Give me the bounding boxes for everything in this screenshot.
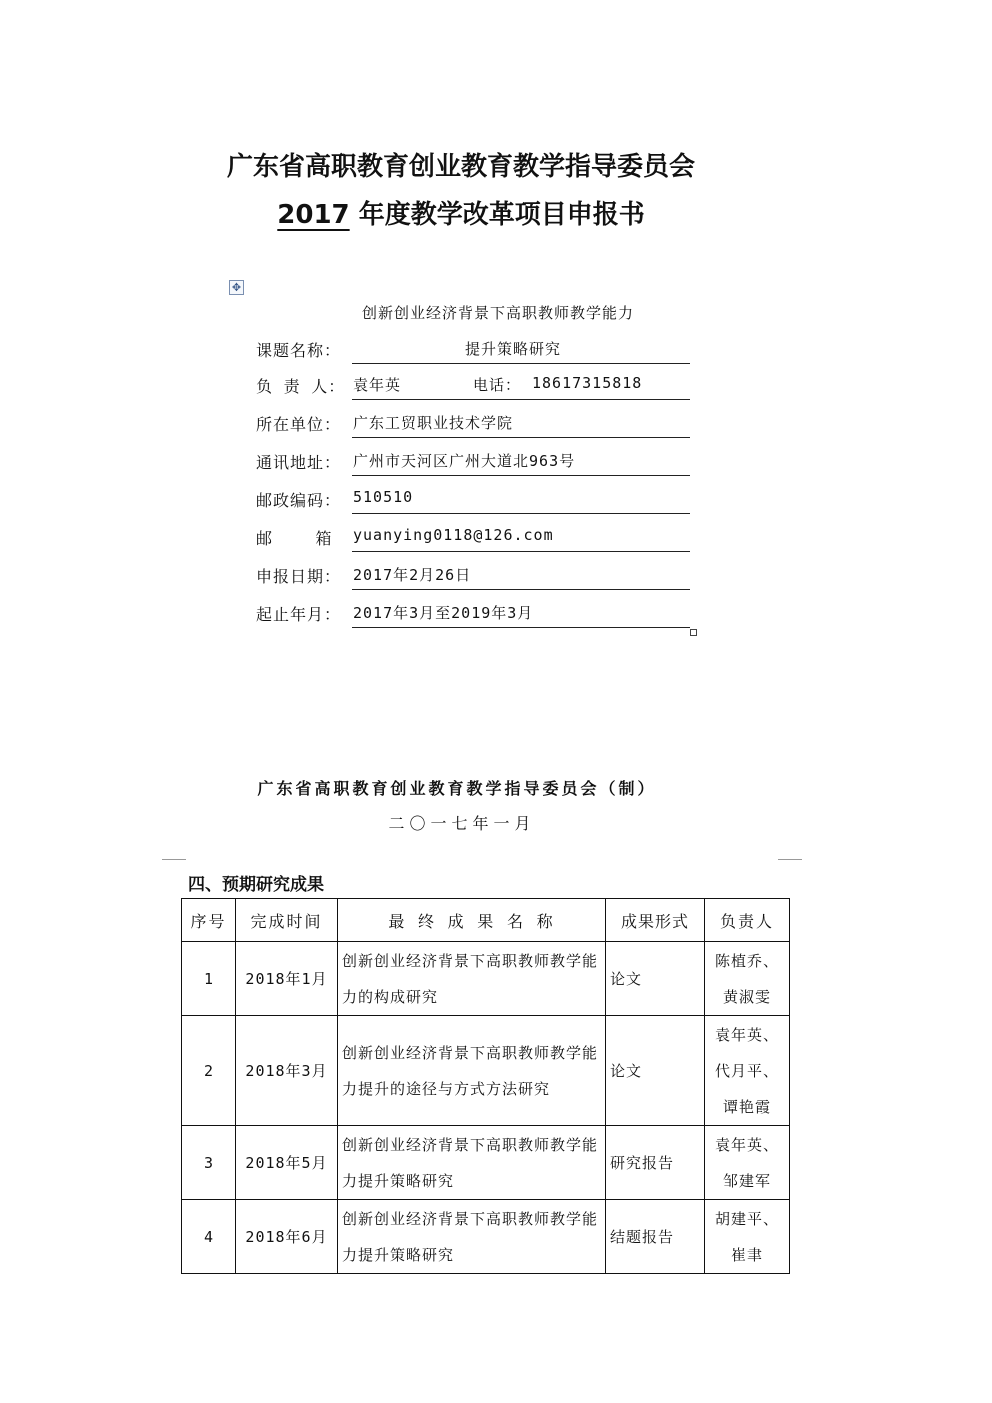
unit-label: 所在单位：: [256, 415, 342, 434]
apply-date-underline: [352, 589, 690, 590]
row-num: 3: [182, 1126, 236, 1200]
cover-title-line2: [0, 194, 922, 231]
topic-field: [256, 300, 692, 366]
apply-date-value: 2017年2月26日: [353, 566, 472, 584]
row-name: 创新创业经济背景下高职教师教学能力的构成研究: [338, 942, 606, 1016]
email-label: 邮 箱: [256, 529, 333, 548]
leader-field: [256, 372, 692, 402]
row-num: 4: [182, 1200, 236, 1274]
owner-name: 陈植乔、: [714, 951, 779, 970]
unit-field: [256, 410, 692, 440]
row-owner: [705, 942, 790, 1016]
header-form: 成果形式: [606, 899, 705, 942]
row-num: 1: [182, 942, 236, 1016]
row-time: 2018年1月: [236, 942, 338, 1016]
owner-name: 谭艳霞: [722, 1097, 771, 1116]
row-name: 创新创业经济背景下高职教师教学能力提升策略研究: [338, 1126, 606, 1200]
postcode-field: [256, 486, 692, 516]
results-table: [181, 898, 790, 1274]
owner-name: 邹建军: [722, 1171, 771, 1190]
postcode-value: 510510: [353, 488, 414, 506]
owner-name: 袁年英、: [714, 1025, 779, 1044]
margin-mark-right: [778, 859, 802, 860]
apply-date-field: [256, 562, 692, 592]
phone-value: 18617315818: [532, 374, 643, 392]
table-row: [182, 1016, 790, 1126]
topic-value-line2: 提升策略研究: [465, 340, 562, 358]
row-form: 论文: [606, 1016, 705, 1126]
owner-name: 胡建平、: [714, 1209, 779, 1228]
cover-title-rest: 年度教学改革项目申报书: [349, 200, 645, 230]
postcode-underline: [352, 513, 690, 514]
email-value: yuanying0118@126.com: [353, 526, 554, 544]
period-value: 2017年3月至2019年3月: [353, 604, 534, 622]
period-field: [256, 600, 692, 630]
postcode-label: 邮政编码：: [256, 491, 342, 510]
cover-title-line1: 广东省高职教育创业教育教学指导委员会: [226, 152, 695, 182]
leader-value: 袁年英: [353, 376, 402, 394]
issue-date: 二〇一七年一月: [388, 814, 536, 833]
row-form: 研究报告: [606, 1126, 705, 1200]
unit-value: 广东工贸职业技术学院: [353, 414, 514, 432]
header-name: 最 终 成 果 名 称: [338, 899, 606, 942]
margin-mark-left: [162, 859, 186, 860]
topic-underline: [352, 363, 690, 364]
row-owner: [705, 1016, 790, 1126]
phone-label: 电话：: [473, 376, 522, 394]
row-time: 2018年5月: [236, 1126, 338, 1200]
period-label: 起止年月：: [256, 605, 342, 624]
topic-value-line1: 创新创业经济背景下高职教师教学能力: [362, 304, 635, 322]
table-resize-handle[interactable]: [690, 629, 697, 636]
row-owner: [705, 1200, 790, 1274]
row-num: 2: [182, 1016, 236, 1126]
owner-name: 代月平、: [714, 1061, 779, 1080]
row-name: 创新创业经济背景下高职教师教学能力提升的途径与方式方法研究: [338, 1016, 606, 1126]
owner-name: 崔聿: [730, 1245, 763, 1264]
period-underline: [352, 627, 690, 628]
row-name: 创新创业经济背景下高职教师教学能力提升策略研究: [338, 1200, 606, 1274]
row-owner: [705, 1126, 790, 1200]
row-form: 结题报告: [606, 1200, 705, 1274]
email-underline: [352, 551, 690, 552]
table-move-handle-icon[interactable]: ✥: [229, 280, 244, 295]
apply-date-label: 申报日期：: [256, 567, 342, 586]
header-num: 序号: [182, 899, 236, 942]
leader-label: 负 责 人：: [256, 377, 346, 396]
table-row: [182, 1200, 790, 1274]
section-title: 四、预期研究成果: [188, 875, 324, 895]
email-field: [256, 524, 692, 554]
cover-title-year: 2017: [277, 200, 350, 230]
table-row: [182, 942, 790, 1016]
issuing-organization: 广东省高职教育创业教育教学指导委员会（制）: [257, 779, 657, 798]
address-value: 广州市天河区广州大道北963号: [353, 452, 576, 470]
table-header-row: [182, 899, 790, 942]
table-row: [182, 1126, 790, 1200]
address-field: [256, 448, 692, 478]
leader-underline: [352, 399, 690, 400]
owner-name: 黄淑雯: [722, 987, 771, 1006]
topic-label: 课题名称：: [256, 341, 342, 360]
row-time: 2018年6月: [236, 1200, 338, 1274]
row-form: 论文: [606, 942, 705, 1016]
row-time: 2018年3月: [236, 1016, 338, 1126]
header-owner: 负责人: [705, 899, 790, 942]
owner-name: 袁年英、: [714, 1135, 779, 1154]
header-time: 完成时间: [236, 899, 338, 942]
address-underline: [352, 475, 690, 476]
unit-underline: [352, 437, 690, 438]
address-label: 通讯地址：: [256, 453, 342, 472]
